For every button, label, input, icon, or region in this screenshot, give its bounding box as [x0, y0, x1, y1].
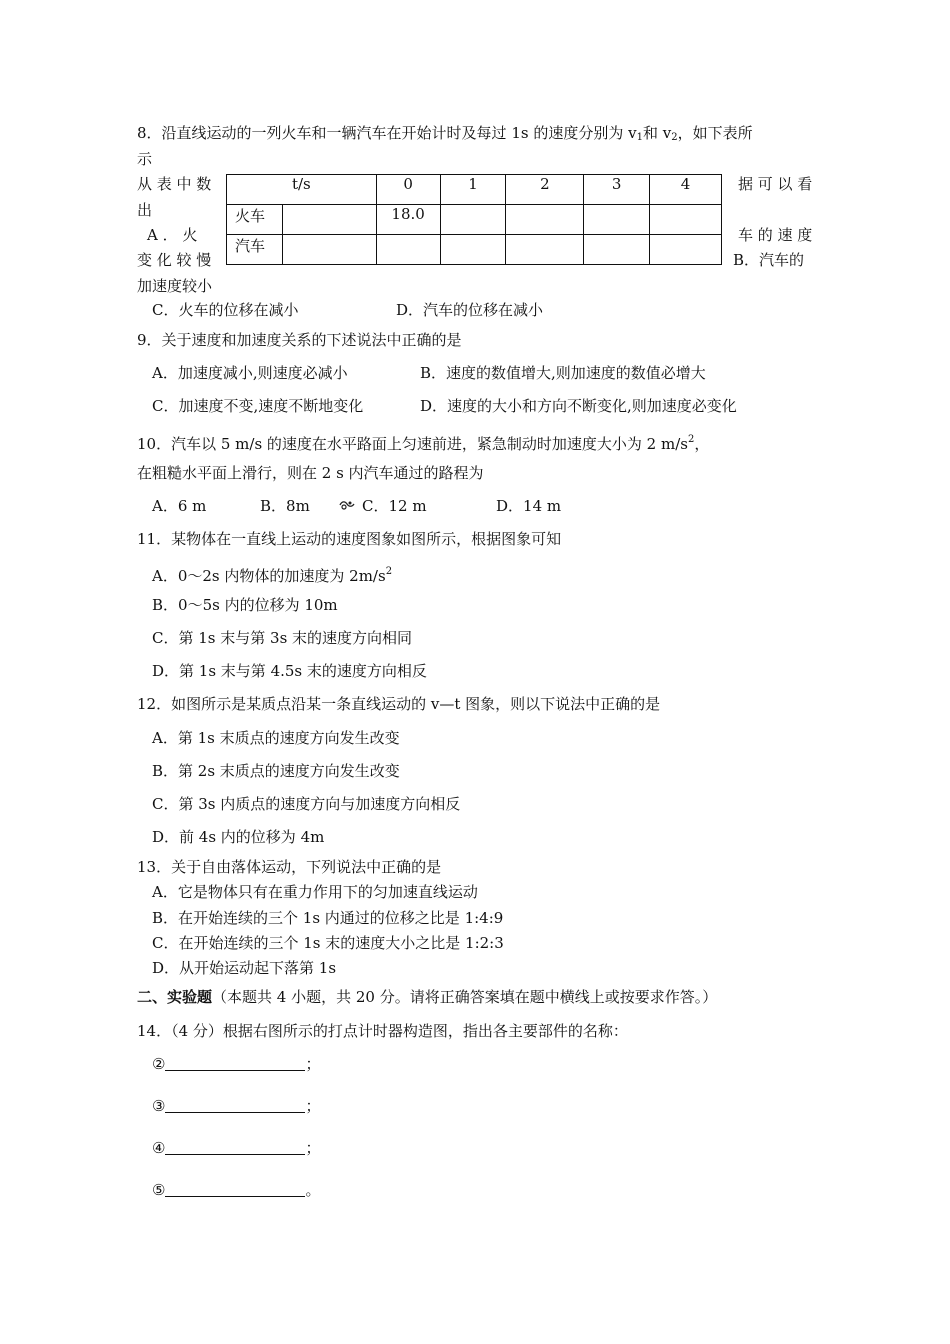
- table-header-cell: 0: [376, 175, 440, 205]
- q9-option-c: C．加速度不变,速度不断地变化: [152, 397, 364, 415]
- q10-stem-end: ，: [694, 435, 710, 453]
- table-header-cell: 4: [650, 175, 722, 205]
- q8-subscript-2: 2: [671, 132, 678, 143]
- q8-option-c: C．火车的位移在减小: [152, 301, 299, 319]
- q9-option-d: D．速度的大小和方向不断变化,则加速度必变化: [420, 397, 737, 415]
- table-row: [227, 205, 722, 235]
- q8-left-text-5: 加速度较小: [137, 277, 213, 295]
- q14-blank-label: ③: [152, 1097, 166, 1115]
- section-description: （本题共 4 小题，共 20 分。请将正确答案填在题中横线上或按要求作答。）: [212, 988, 718, 1006]
- table-header-cell: 1: [440, 175, 506, 205]
- q12-option-b: B．第 2s 末质点的速度方向发生改变: [152, 762, 400, 780]
- table-cell: 18.0: [376, 205, 440, 235]
- q8-stem-mid: 和 v: [642, 124, 672, 142]
- q14-blank-line: [152, 1054, 320, 1074]
- q8-right-text-3: 车 的 速 度: [738, 226, 813, 244]
- section-heading: [137, 987, 717, 1007]
- q12-option-a: A．第 1s 末质点的速度方向发生改变: [152, 729, 400, 747]
- section-title: 二、实验题: [137, 988, 213, 1006]
- q14-blank-end: 。: [305, 1181, 321, 1199]
- table-row-label: 汽车: [227, 235, 283, 265]
- q14-blank-end: ；: [305, 1139, 321, 1157]
- answer-blank[interactable]: [165, 1096, 305, 1113]
- q10-option-b: B．8m: [260, 497, 310, 515]
- q11-superscript: 2: [385, 566, 393, 577]
- q10-option-a: A．6 m: [152, 497, 207, 515]
- table-cell: [440, 205, 506, 235]
- q8-left-text-4: 变 化 较 慢: [137, 251, 212, 269]
- q14-blank-line: [152, 1096, 320, 1116]
- q13-option-d: D．从开始运动起下落第 1s: [152, 959, 337, 977]
- q8-left-text-2: 出: [137, 201, 153, 219]
- q8-left-text-3: A ． 火: [147, 226, 198, 244]
- q11-option-a-text: A．0～2s 内物体的加速度为 2m/s: [152, 567, 386, 585]
- table-cell: [650, 235, 722, 265]
- table-header-row: [227, 175, 722, 205]
- q12-stem: 12．如图所示是某质点沿某一条直线运动的 v—t 图象，则以下说法中正确的是: [137, 695, 661, 713]
- q10-superscript: 2: [687, 434, 695, 445]
- q11-stem: 11．某物体在一直线上运动的速度图象如图所示，根据图象可知: [137, 530, 562, 548]
- table-cell: [282, 205, 376, 235]
- q11-option-a: [152, 562, 392, 586]
- q8-option-d: D．汽车的位移在减小: [396, 301, 544, 319]
- q8-right-text-1: 据 可 以 看: [738, 175, 813, 193]
- q8-right-text-4: B．汽车的: [733, 251, 805, 269]
- table-cell: [376, 235, 440, 265]
- q14-blank-end: ；: [305, 1097, 321, 1115]
- q12-option-c: C．第 3s 内质点的速度方向与加速度方向相反: [152, 795, 461, 813]
- speed-table: [226, 174, 722, 265]
- q10-stem-line2: 在粗糙水平面上滑行，则在 2 s 内汽车通过的路程为: [137, 464, 484, 482]
- q14-stem: 14．（4 分）根据右图所示的打点计时器构造图，指出各主要部件的名称：: [137, 1022, 628, 1040]
- answer-blank[interactable]: [165, 1054, 305, 1071]
- q10-option-d: D．14 m: [496, 497, 562, 515]
- q12-option-d: D．前 4s 内的位移为 4m: [152, 828, 325, 846]
- q8-stem-tail: ，如下表所: [677, 124, 753, 142]
- decorative-mark-icon: [339, 499, 355, 511]
- table-cell: [440, 235, 506, 265]
- table-cell: [506, 235, 584, 265]
- answer-blank[interactable]: [165, 1180, 305, 1197]
- q14-blank-label: ②: [152, 1055, 166, 1073]
- table-header-cell: 3: [584, 175, 650, 205]
- table-cell: [584, 235, 650, 265]
- table-header-cell: t/s: [227, 175, 377, 205]
- table-row: [227, 235, 722, 265]
- q13-option-a: A．它是物体只有在重力作用下的匀加速直线运动: [152, 883, 478, 901]
- q13-option-c: C．在开始连续的三个 1s 末的速度大小之比是 1:2:3: [152, 934, 504, 952]
- q14-blank-line: [152, 1138, 320, 1158]
- q10-stem-text: 10．汽车以 5 m/s 的速度在水平路面上匀速前进，紧急制动时加速度大小为 2 m/s: [137, 435, 688, 453]
- table-cell: [506, 205, 584, 235]
- q10-option-c: C．12 m: [362, 497, 427, 515]
- q9-option-b: B．速度的数值增大,则加速度的数值必增大: [420, 364, 706, 382]
- q14-blank-label: ⑤: [152, 1181, 166, 1199]
- q8-stem-text: 8．沿直线运动的一列火车和一辆汽车在开始计时及每过 1s 的速度分别为 v: [137, 124, 637, 142]
- q11-option-b: B．0～5s 内的位移为 10m: [152, 596, 338, 614]
- q10-stem-line1: [137, 430, 709, 454]
- q14-blank-label: ④: [152, 1139, 166, 1157]
- q14-blank-line: [152, 1180, 320, 1200]
- table-cell: [282, 235, 376, 265]
- q13-stem: 13．关于自由落体运动，下列说法中正确的是: [137, 858, 442, 876]
- q8-stem-line1: [137, 123, 753, 148]
- q8-subscript-1: 1: [636, 132, 643, 143]
- q8-stem-line2: 示: [137, 150, 153, 168]
- q9-option-a: A．加速度减小,则速度必减小: [152, 364, 348, 382]
- table-header-cell: 2: [506, 175, 584, 205]
- q13-option-b: B．在开始连续的三个 1s 内通过的位移之比是 1:4:9: [152, 909, 504, 927]
- table-cell: [584, 205, 650, 235]
- q11-option-c: C．第 1s 末与第 3s 末的速度方向相同: [152, 629, 413, 647]
- q11-option-d: D．第 1s 末与第 4.5s 末的速度方向相反: [152, 662, 427, 680]
- table-cell: [650, 205, 722, 235]
- table-row-label: 火车: [227, 205, 283, 235]
- q9-stem: 9．关于速度和加速度关系的下述说法中正确的是: [137, 331, 462, 349]
- q14-blank-end: ；: [305, 1055, 321, 1073]
- answer-blank[interactable]: [165, 1138, 305, 1155]
- q8-left-text-1: 从 表 中 数: [137, 175, 212, 193]
